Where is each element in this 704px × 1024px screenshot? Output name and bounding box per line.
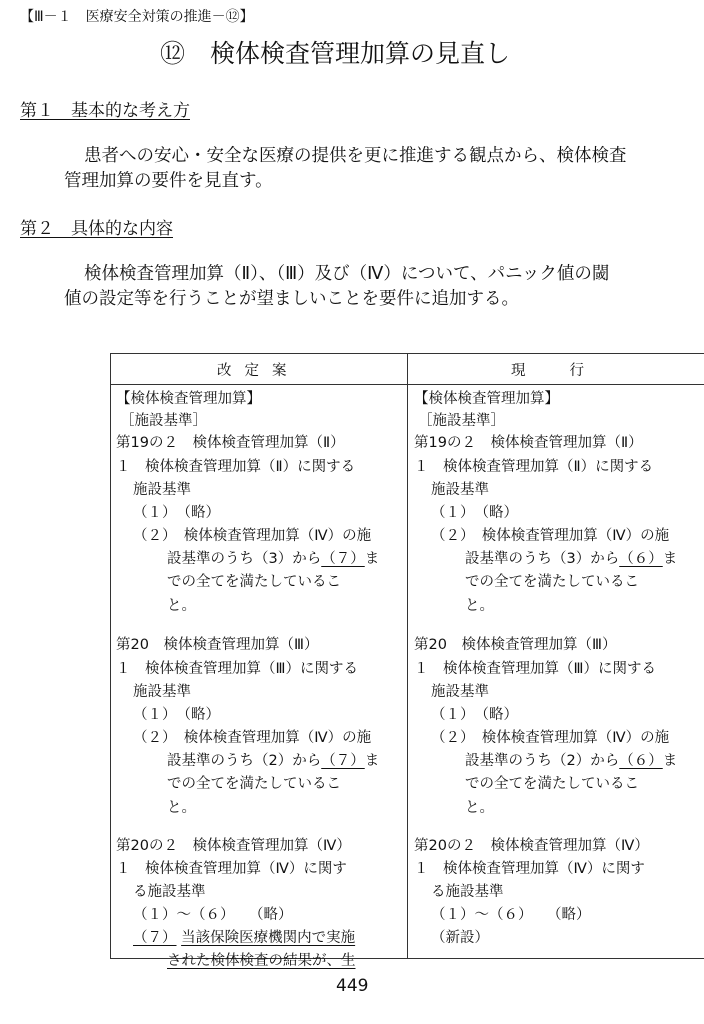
revised-number: （７） — [321, 753, 365, 769]
new-item-text: された検体検査の結果が、生 — [167, 953, 356, 969]
text-segment: ま — [662, 753, 678, 769]
table-line: 施設基準 — [431, 684, 489, 700]
table-line: 第20 検体検査管理加算（Ⅲ） — [116, 637, 319, 653]
header-rule — [111, 384, 704, 385]
text-segment: 設基準のうち（3）から — [465, 551, 620, 567]
table-line — [167, 547, 379, 568]
table-line: と。 — [167, 800, 196, 816]
table-line: 【検体検査管理加算】 — [116, 391, 261, 407]
text-segment: ま — [364, 551, 380, 567]
table-line: 第19の２ 検体検査管理加算（Ⅱ） — [116, 435, 345, 451]
table-line: （２） 検体検査管理加算（Ⅳ）の施 — [133, 730, 372, 746]
comparison-table — [110, 353, 704, 969]
current-number: （６） — [619, 753, 663, 769]
table-line: （１）～（６） （略） — [431, 907, 591, 923]
table-line: る施設基準 — [431, 884, 504, 900]
paragraph-line: 管理加算の要件を見直す。 — [64, 171, 273, 191]
table-line: １ 検体検査管理加算（Ⅱ）に関する — [414, 459, 654, 475]
table-line: １ 検体検査管理加算（Ⅲ）に関する — [116, 661, 358, 677]
section-heading-specific-content: 第２ 具体的な内容 — [20, 219, 173, 239]
table-line: と。 — [167, 598, 196, 614]
table-line: （１） （略） — [133, 505, 220, 521]
section-heading-basic-concept: 第１ 基本的な考え方 — [20, 101, 190, 121]
table-line: ［施設基準］ — [418, 413, 505, 429]
table-line — [167, 949, 356, 970]
table-line: での全てを満たしているこ — [465, 776, 639, 792]
table-line: ［施設基準］ — [120, 413, 207, 429]
page-number: 449 — [336, 976, 369, 996]
table-line: 第20の２ 検体検査管理加算（Ⅳ） — [414, 838, 649, 854]
table-line: （１） （略） — [431, 505, 518, 521]
column-header-revised: 改定案 — [217, 363, 300, 379]
table-line: 施設基準 — [133, 482, 191, 498]
column-header-current: 現行 — [511, 363, 628, 379]
table-line: 第20 検体検査管理加算（Ⅲ） — [414, 637, 617, 653]
revised-number: （７） — [321, 551, 365, 567]
table-line: での全てを満たしているこ — [167, 574, 341, 590]
text-segment: 設基準のうち（2）から — [465, 753, 620, 769]
current-number: （６） — [619, 551, 663, 567]
section-label: 【Ⅲ－１ 医療安全対策の推進－⑫】 — [20, 9, 254, 25]
table-line: 施設基準 — [133, 684, 191, 700]
table-line: と。 — [465, 598, 494, 614]
new-item-number: （７） — [133, 930, 177, 946]
table-line: （１） （略） — [133, 707, 220, 723]
page-title: ⑫ 検体検査管理加算の見直し — [160, 39, 511, 68]
table-line: 【検体検査管理加算】 — [414, 391, 559, 407]
table-line: （１） （略） — [431, 707, 518, 723]
text-segment: 設基準のうち（3）から — [167, 551, 322, 567]
paragraph-line: 検体検査管理加算（Ⅱ）、（Ⅲ）及び（Ⅳ）について、パニック値の閾 — [84, 264, 610, 284]
table-line — [133, 926, 355, 947]
table-line: １ 検体検査管理加算（Ⅲ）に関する — [414, 661, 656, 677]
table-line: での全てを満たしているこ — [167, 776, 341, 792]
table-line — [465, 749, 677, 770]
table-line: 第19の２ 検体検査管理加算（Ⅱ） — [414, 435, 643, 451]
table-line — [167, 749, 379, 770]
table-line — [465, 547, 677, 568]
text-segment: ま — [662, 551, 678, 567]
table-line: 施設基準 — [431, 482, 489, 498]
table-line: （２） 検体検査管理加算（Ⅳ）の施 — [431, 528, 670, 544]
table-line: る施設基準 — [133, 884, 206, 900]
text-segment: ま — [364, 753, 380, 769]
table-line: （１）～（６） （略） — [133, 907, 293, 923]
paragraph-line: 患者への安心・安全な医療の提供を更に推進する観点から、検体検査 — [84, 146, 627, 166]
paragraph-line: 値の設定等を行うことが望ましいことを要件に追加する。 — [64, 289, 519, 309]
table-line: と。 — [465, 800, 494, 816]
column-divider — [407, 354, 408, 958]
table-line: 第20の２ 検体検査管理加算（Ⅳ） — [116, 838, 351, 854]
table-line: １ 検体検査管理加算（Ⅳ）に関す — [116, 861, 347, 877]
new-item-text: 当該保険医療機関内で実施 — [181, 930, 356, 946]
table-line: （２） 検体検査管理加算（Ⅳ）の施 — [431, 730, 670, 746]
table-line: （新設） — [431, 930, 489, 946]
text-segment: 設基準のうち（2）から — [167, 753, 322, 769]
table-line: １ 検体検査管理加算（Ⅱ）に関する — [116, 459, 356, 475]
table-line: での全てを満たしているこ — [465, 574, 639, 590]
table-line: １ 検体検査管理加算（Ⅳ）に関す — [414, 861, 645, 877]
table-line: （２） 検体検査管理加算（Ⅳ）の施 — [133, 528, 372, 544]
